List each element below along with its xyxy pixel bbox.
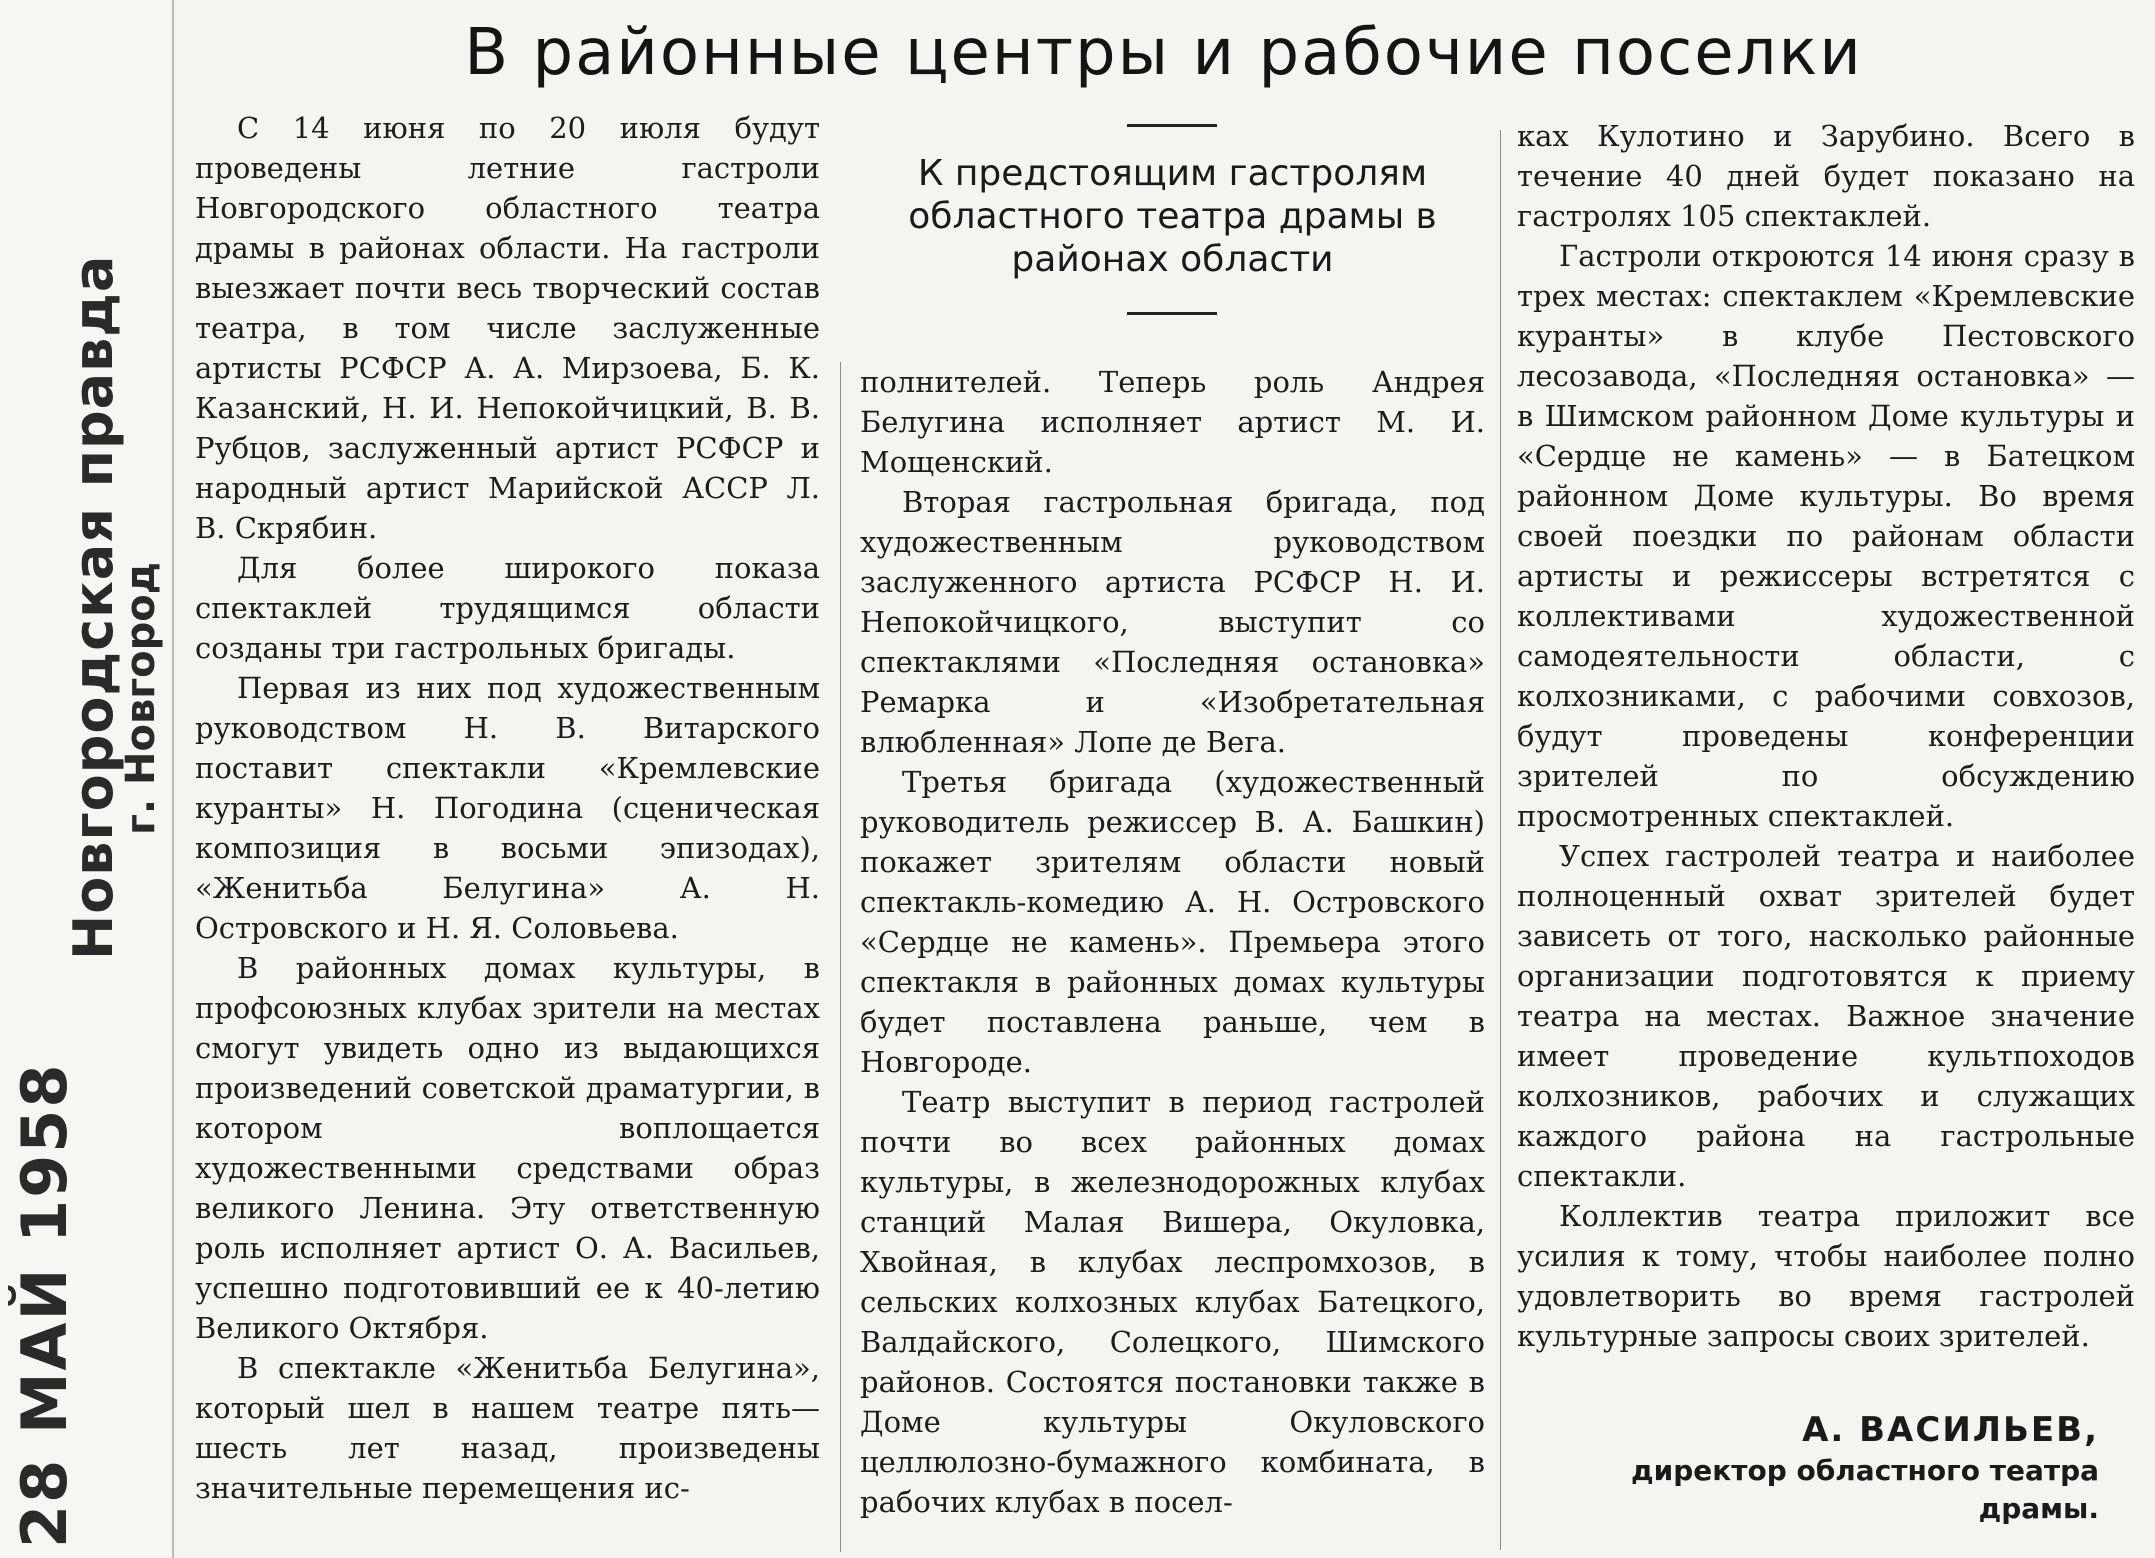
author-name: А. ВАСИЛЬЕВ, [1802,1410,2099,1450]
paragraph: Коллектив театра приложит все усилия к тому, чтобы наиболее полно удовлетворить во время гастролей культурные запросы своих зрителей. [1517,1199,2135,1353]
author-signature [1517,1408,2099,1528]
paragraph: В районных домах культуры, в профсоюзных клубах зрители на местах смогут увидеть одно из выдающихся произведений советской драматургии, в котором воплощается художественными средствами образ великого Ленина. Эту ответственную роль исполняет артист О. А. Васильев, успешно подготовивший ее к 40-летию Великого Октября. [195,951,820,1345]
paragraph: Театр выступит в период гастролей почти во всех районных домах культуры, в железнодорожных клубах станций Малая Вишера, Окуловка, Хвойная, в клубах леспромхозов, в сельских колхозных клубах Батецкого, Валдайского, Солецкого, Шимского районов. Состоятся постановки также в Доме культуры Окуловского целлюлозно-бумажного комбината, в рабочих клубах в посел- [860,1085,1485,1519]
paragraph: Третья бригада (художественный руководитель режиссер В. А. Башкин) покажет зрителям области новый спектакль-комедию А. Н. Островского «Сердце не камень». Премьера этого спектакля в районных домах культуры будет поставлена раньше, чем в Новгороде. [860,765,1485,1079]
article-subhead [860,140,1485,330]
newspaper-name-stamp: Новгородская правда [62,254,125,960]
archive-stamp-strip [0,0,172,1558]
column-divider [1500,130,1501,1550]
date-stamp: 28 МАЙ 1958 [8,1062,81,1548]
article-column-1 [195,108,820,1548]
paragraph: С 14 июня по 20 июля будут проведены летние гастроли Новгородского областного театра драмы в районах области. На гастроли выезжает почти весь творческий состав театра, в том числе заслуженные артисты РСФСР А. А. Мирзоева, Б. К. Казанский, Н. И. Непокойчицкий, В. В. Рубцов, заслуженный артист РСФСР и народный артист Марийской АССР Л. В. Скрябин. [195,111,820,545]
subhead-rule-top [1127,124,1217,127]
article-headline: В районные центры и рабочие поселки [464,16,1863,90]
author-title-continued: драмы. [1978,1492,2099,1525]
paragraph: Для более широкого показа спектаклей трудящимся области созданы три гастрольных бригады. [195,551,820,665]
paragraph: полнителей. Теперь роль Андрея Белугина исполняет артист М. И. Мощенский. [860,365,1485,479]
paragraph: Вторая гастрольная бригада, под художественным руководством заслуженного артиста РСФСР Н. И. Непокойчицкого, выступит со спектаклями «Последняя остановка» Ремарка и «Изобретательная влюбленная» Лопе де Вега. [860,485,1485,759]
city-stamp: г. Новгород [118,561,164,835]
paragraph: Успех гастролей театра и наиболее полноценный охват зрителей будет зависеть от того, насколько районные организации подготовятся к приему театра на местах. Важное значение имеет проведение культпоходов колхозников, рабочих и служащих каждого района на гастрольные спектакли. [1517,839,2135,1193]
column-divider [840,362,841,1552]
article-column-3 [1517,116,2135,1406]
paragraph: ках Кулотино и Зарубино. Всего в течение 40 дней будет показано на гастролях 105 спектаклей. [1517,119,2135,233]
paragraph: В спектакле «Женитьба Белугина», который шел в нашем театре пять—шесть лет назад, произведены значительные перемещения ис- [195,1351,820,1505]
subhead-text: К предстоящим гастролям областного театра драмы в районах области [908,153,1437,280]
article-column-2 [860,362,1485,1548]
paragraph: Гастроли откроются 14 июня сразу в трех местах: спектаклем «Кремлевские куранты» в клубе Пестовского лесозавода, «Последняя остановка» — в Шимском районном Доме культуры и «Сердце не камень» — в Батецком районном Доме культуры. Во время своей поездки по районам области артисты и режиссеры встретятся с коллективами художественной самодеятельности области, с колхозниками, с рабочими совхозов, будут проведены конференции зрителей по обсуждению просмотренных спектаклей. [1517,239,2135,833]
author-title: директор областного театра [1630,1454,2099,1487]
paragraph: Первая из них под художественным руководством Н. В. Витарского поставит спектакли «Кремлевские куранты» Н. Погодина (сценическая композиция в восьми эпизодах), «Женитьба Белугина» А. Н. Островского и Н. Я. Соловьева. [195,671,820,945]
subhead-rule-bottom [1127,312,1217,315]
